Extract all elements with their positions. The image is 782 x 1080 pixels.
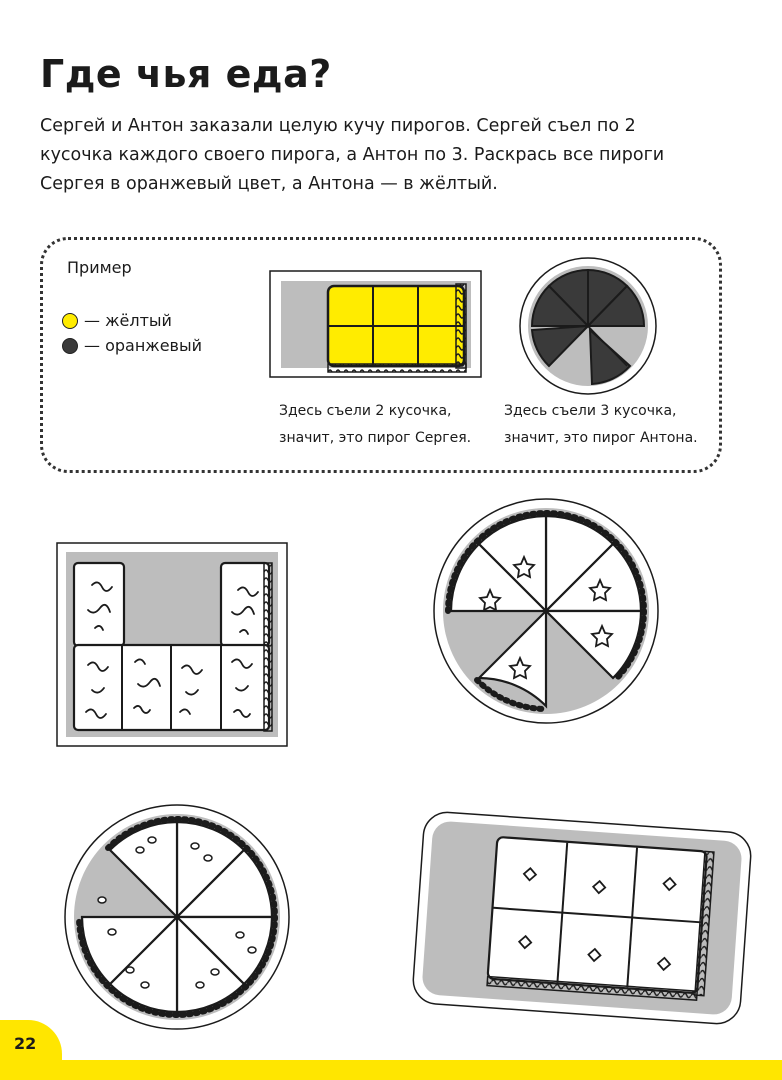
instruction-line-2: кусочка каждого своего пирога, а Антон по 3. Раскрась все пироги bbox=[40, 145, 665, 165]
page-title: Где чья еда? bbox=[40, 52, 332, 96]
caption-anton-line-2: значит, это пирог Антона. bbox=[504, 430, 698, 446]
caption-anton-line-1: Здесь съели 3 кусочка, bbox=[504, 403, 677, 419]
rect-pie-diamonds bbox=[412, 811, 753, 1025]
legend-yellow-label: — жёлтый bbox=[84, 311, 172, 330]
caption-sergey-line-1: Здесь съели 2 кусочка, bbox=[279, 403, 452, 419]
round-pie-ovals bbox=[65, 805, 289, 1029]
page-number: 22 bbox=[14, 1034, 37, 1053]
rect-pie-zigzag bbox=[57, 543, 287, 746]
caption-sergey-line-2: значит, это пирог Сергея. bbox=[279, 430, 472, 446]
round-pie-stars bbox=[434, 499, 658, 723]
instruction-line-1: Сергей и Антон заказали целую кучу пирогов. Сергей съел по 2 bbox=[40, 116, 636, 136]
example-title: Пример bbox=[67, 258, 132, 277]
footer-strip bbox=[62, 1060, 782, 1080]
example-round-pie bbox=[520, 258, 656, 394]
instruction-line-3: Сергея в оранжевый цвет, а Антона — в жёлтый. bbox=[40, 174, 498, 194]
legend-orange-label: — оранжевый bbox=[84, 336, 203, 355]
example-rect-pie bbox=[270, 271, 481, 377]
